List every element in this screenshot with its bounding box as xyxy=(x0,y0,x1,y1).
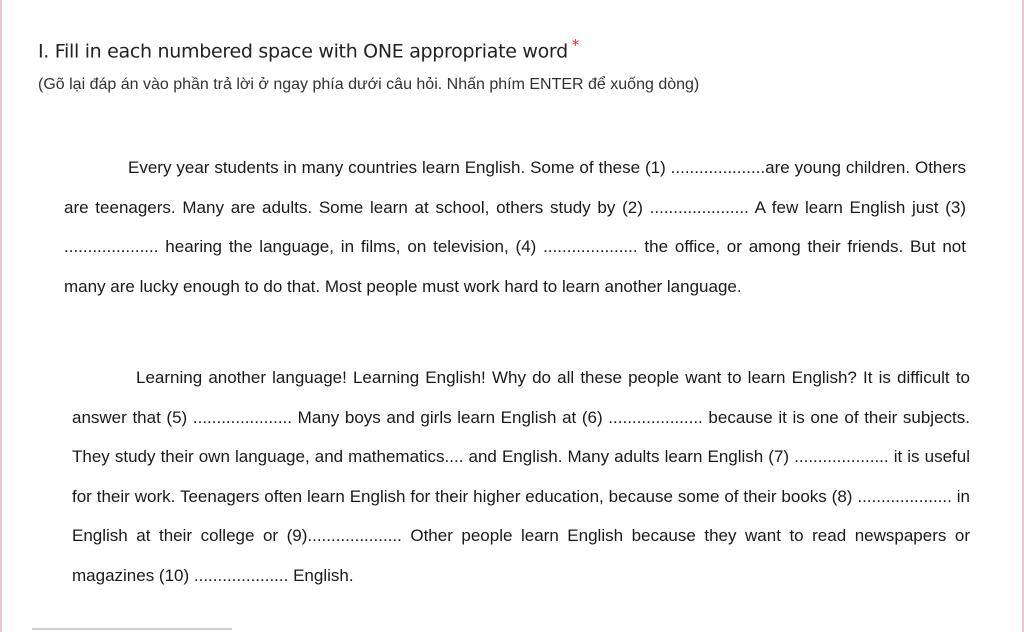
passage-paragraph-1: Every year students in many countries learn English. Some of these (1) ....................are young children. Others are teenagers. Many are adults. Some learn at school, others study by (2) ..................... A few learn English just (3) .................... hearing the language, in films, on television, (4) .................... the office, or among their friends. But not many are lucky enough to do that. Most people must work hard to learn another language. xyxy=(64,158,966,296)
question-title xyxy=(38,36,579,62)
question-title-text: I. Fill in each numbered space with ONE appropriate word xyxy=(38,40,568,63)
required-marker: * xyxy=(571,36,580,54)
answer-field-edge xyxy=(32,628,232,630)
passage-paragraph-2: Learning another language! Learning English! Why do all these people want to learn English? It is difficult to answer that (5) ..................... Many boys and girls learn English at (6) .................... because it is one of their subjects. They study their own language, and mathematics.... and English. Many adults learn English (7) .................... it is useful for their work. Teenagers often learn English for their higher education, because some of their books (8) .................... in English at their college or (9).................... Other people learn English because they want to read newspapers or magazines (10) .................... English. xyxy=(72,368,970,585)
question-instruction: (Gõ lại đáp án vào phần trả lời ở ngay phía dưới câu hỏi. Nhấn phím ENTER để xuống dòng) xyxy=(38,76,700,93)
